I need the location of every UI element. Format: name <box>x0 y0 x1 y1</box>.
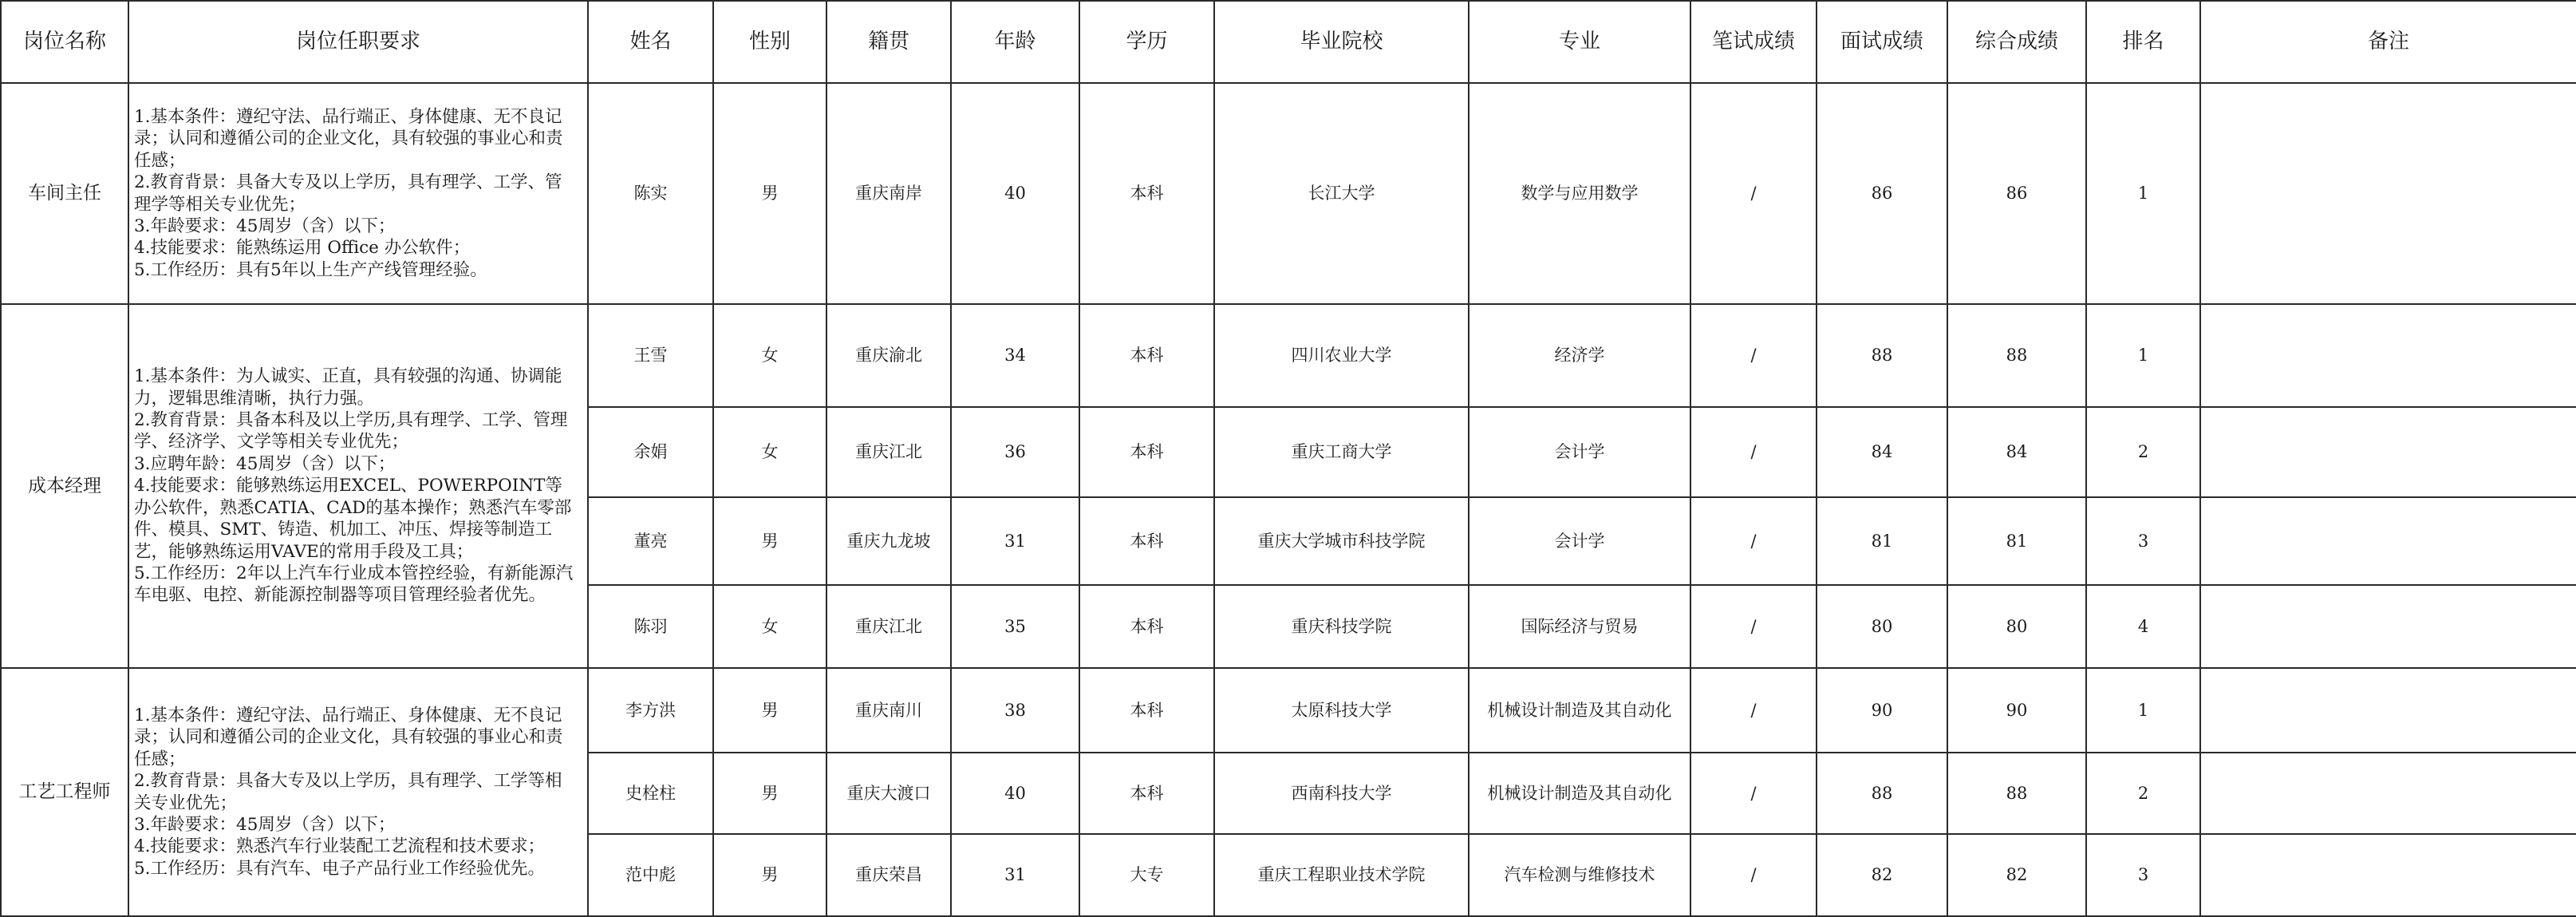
education-cell[interactable]: 本科 <box>1079 668 1214 753</box>
hometown-cell[interactable]: 重庆渝北 <box>826 304 951 407</box>
age-cell[interactable]: 40 <box>951 753 1079 834</box>
name-cell[interactable]: 陈实 <box>588 83 713 304</box>
name-cell[interactable]: 李方洪 <box>588 668 713 753</box>
gender-cell[interactable]: 女 <box>713 585 826 668</box>
remark-cell[interactable] <box>2200 304 2576 407</box>
gender-cell[interactable]: 男 <box>713 83 826 304</box>
remark-cell[interactable] <box>2200 753 2576 834</box>
total-score-cell[interactable]: 80 <box>1947 585 2086 668</box>
school-cell[interactable]: 重庆工商大学 <box>1214 407 1469 497</box>
education-cell[interactable]: 本科 <box>1079 497 1214 585</box>
header-row <box>1 1 2576 83</box>
age-cell[interactable]: 36 <box>951 407 1079 497</box>
header-cell[interactable]: 年龄 <box>951 1 1079 83</box>
header-cell[interactable]: 笔试成绩 <box>1690 1 1817 83</box>
position-cell[interactable]: 车间主任 <box>1 83 128 304</box>
position-cell[interactable]: 工艺工程师 <box>1 668 128 916</box>
written-score-cell[interactable]: / <box>1690 497 1817 585</box>
school-cell[interactable]: 重庆工程职业技术学院 <box>1214 834 1469 916</box>
rank-cell[interactable]: 2 <box>2086 407 2200 497</box>
total-score-cell[interactable]: 86 <box>1947 83 2086 304</box>
education-cell[interactable]: 本科 <box>1079 304 1214 407</box>
interview-score-cell[interactable]: 88 <box>1817 304 1947 407</box>
interview-score-cell[interactable]: 88 <box>1817 753 1947 834</box>
header-cell[interactable]: 学历 <box>1079 1 1214 83</box>
header-cell[interactable]: 籍贯 <box>826 1 951 83</box>
table-row <box>1 304 2576 407</box>
name-cell[interactable]: 史栓柱 <box>588 753 713 834</box>
hometown-cell[interactable]: 重庆大渡口 <box>826 753 951 834</box>
interview-score-cell[interactable]: 82 <box>1817 834 1947 916</box>
rank-cell[interactable]: 4 <box>2086 585 2200 668</box>
remark-cell[interactable] <box>2200 407 2576 497</box>
written-score-cell[interactable]: / <box>1690 304 1817 407</box>
gender-cell[interactable]: 女 <box>713 304 826 407</box>
total-score-cell[interactable]: 88 <box>1947 304 2086 407</box>
gender-cell[interactable]: 男 <box>713 834 826 916</box>
table-row <box>1 668 2576 753</box>
interview-score-cell[interactable]: 86 <box>1817 83 1947 304</box>
hometown-cell[interactable]: 重庆江北 <box>826 585 951 668</box>
header-cell[interactable]: 姓名 <box>588 1 713 83</box>
school-cell[interactable]: 四川农业大学 <box>1214 304 1469 407</box>
interview-score-cell[interactable]: 80 <box>1817 585 1947 668</box>
education-cell[interactable]: 本科 <box>1079 585 1214 668</box>
written-score-cell[interactable]: / <box>1690 668 1817 753</box>
rank-cell[interactable]: 3 <box>2086 834 2200 916</box>
major-cell[interactable]: 机械设计制造及其自动化 <box>1469 753 1690 834</box>
major-cell[interactable]: 会计学 <box>1469 497 1690 585</box>
header-cell[interactable]: 性别 <box>713 1 826 83</box>
total-score-cell[interactable]: 84 <box>1947 407 2086 497</box>
name-cell[interactable]: 陈羽 <box>588 585 713 668</box>
education-cell[interactable]: 本科 <box>1079 407 1214 497</box>
age-cell[interactable]: 34 <box>951 304 1079 407</box>
name-cell[interactable]: 余娟 <box>588 407 713 497</box>
requirements-cell[interactable]: 1.基本条件：为人诚实、正直，具有较强的沟通、协调能力，逻辑思维清晰，执行力强。 2.教育背景：具备本科及以上学历,具有理学、工学、管理学、经济学、文学等相关专业优先； 3.应聘年龄：45周岁（含）以下； 4.技能要求：能够熟练运用EXCEL、POWERPOINT等办公软件，熟悉CATIA、CAD的基本操作；熟悉汽车零部件、模具、SMT、铸造、机加工、冲压、焊接等制造工艺，能够熟练运用VAVE的常用手段及工具； 5.工作经历：2年以上汽车行业成本管控经验，有新能源汽车电驱、电控、新能源控制器等项目管理经验者优先。 <box>128 304 588 668</box>
age-cell[interactable]: 31 <box>951 834 1079 916</box>
gender-cell[interactable]: 男 <box>713 668 826 753</box>
education-cell[interactable]: 本科 <box>1079 753 1214 834</box>
school-cell[interactable]: 重庆大学城市科技学院 <box>1214 497 1469 585</box>
requirements-cell[interactable]: 1.基本条件：遵纪守法、品行端正、身体健康、无不良记录；认同和遵循公司的企业文化，具有较强的事业心和责任感； 2.教育背景：具备大专及以上学历，具有理学、工学、管理学等相关专业优先； 3.年龄要求：45周岁（含）以下； 4.技能要求：能熟练运用 Office 办公软件； 5.工作经历：具有5年以上生产产线管理经验。 <box>128 83 588 304</box>
school-cell[interactable]: 重庆科技学院 <box>1214 585 1469 668</box>
rank-cell[interactable]: 3 <box>2086 497 2200 585</box>
remark-cell[interactable] <box>2200 834 2576 916</box>
header-cell[interactable]: 排名 <box>2086 1 2200 83</box>
remark-cell[interactable] <box>2200 83 2576 304</box>
rank-cell[interactable]: 1 <box>2086 668 2200 753</box>
hometown-cell[interactable]: 重庆九龙坡 <box>826 497 951 585</box>
age-cell[interactable]: 31 <box>951 497 1079 585</box>
age-cell[interactable]: 38 <box>951 668 1079 753</box>
header-cell[interactable]: 专业 <box>1469 1 1690 83</box>
name-cell[interactable]: 董亮 <box>588 497 713 585</box>
education-cell[interactable]: 大专 <box>1079 834 1214 916</box>
rank-cell[interactable]: 1 <box>2086 304 2200 407</box>
position-cell[interactable]: 成本经理 <box>1 304 128 668</box>
name-cell[interactable]: 王雪 <box>588 304 713 407</box>
written-score-cell[interactable]: / <box>1690 83 1817 304</box>
header-cell[interactable]: 综合成绩 <box>1947 1 2086 83</box>
school-cell[interactable]: 西南科技大学 <box>1214 753 1469 834</box>
total-score-cell[interactable]: 88 <box>1947 753 2086 834</box>
hometown-cell[interactable]: 重庆南岸 <box>826 83 951 304</box>
major-cell[interactable]: 会计学 <box>1469 407 1690 497</box>
major-cell[interactable]: 汽车检测与维修技术 <box>1469 834 1690 916</box>
age-cell[interactable]: 40 <box>951 83 1079 304</box>
written-score-cell[interactable]: / <box>1690 834 1817 916</box>
rank-cell[interactable]: 1 <box>2086 83 2200 304</box>
hometown-cell[interactable]: 重庆南川 <box>826 668 951 753</box>
total-score-cell[interactable]: 82 <box>1947 834 2086 916</box>
age-cell[interactable]: 35 <box>951 585 1079 668</box>
header-cell[interactable]: 岗位名称 <box>1 1 128 83</box>
gender-cell[interactable]: 女 <box>713 407 826 497</box>
major-cell[interactable]: 机械设计制造及其自动化 <box>1469 668 1690 753</box>
name-cell[interactable]: 范中彪 <box>588 834 713 916</box>
interview-score-cell[interactable]: 84 <box>1817 407 1947 497</box>
hometown-cell[interactable]: 重庆荣昌 <box>826 834 951 916</box>
major-cell[interactable]: 经济学 <box>1469 304 1690 407</box>
header-cell[interactable]: 备注 <box>2200 1 2576 83</box>
major-cell[interactable]: 国际经济与贸易 <box>1469 585 1690 668</box>
header-cell[interactable]: 岗位任职要求 <box>128 1 588 83</box>
requirements-cell[interactable]: 1.基本条件：遵纪守法、品行端正、身体健康、无不良记录；认同和遵循公司的企业文化，具有较强的事业心和责任感； 2.教育背景：具备大专及以上学历，具有理学、工学等相关专业优先； 3.年龄要求：45周岁（含）以下； 4.技能要求：熟悉汽车行业装配工艺流程和技术要求； 5.工作经历：具有汽车、电子产品行业工作经验优先。 <box>128 668 588 916</box>
gender-cell[interactable]: 男 <box>713 497 826 585</box>
remark-cell[interactable] <box>2200 668 2576 753</box>
remark-cell[interactable] <box>2200 585 2576 668</box>
header-cell[interactable]: 毕业院校 <box>1214 1 1469 83</box>
education-cell[interactable]: 本科 <box>1079 83 1214 304</box>
written-score-cell[interactable]: / <box>1690 585 1817 668</box>
remark-cell[interactable] <box>2200 497 2576 585</box>
written-score-cell[interactable]: / <box>1690 753 1817 834</box>
hometown-cell[interactable]: 重庆江北 <box>826 407 951 497</box>
gender-cell[interactable]: 男 <box>713 753 826 834</box>
total-score-cell[interactable]: 81 <box>1947 497 2086 585</box>
rank-cell[interactable]: 2 <box>2086 753 2200 834</box>
major-cell[interactable]: 数学与应用数学 <box>1469 83 1690 304</box>
school-cell[interactable]: 长江大学 <box>1214 83 1469 304</box>
header-cell[interactable]: 面试成绩 <box>1817 1 1947 83</box>
table-row <box>1 83 2576 304</box>
school-cell[interactable]: 太原科技大学 <box>1214 668 1469 753</box>
interview-score-cell[interactable]: 90 <box>1817 668 1947 753</box>
total-score-cell[interactable]: 90 <box>1947 668 2086 753</box>
interview-score-cell[interactable]: 81 <box>1817 497 1947 585</box>
written-score-cell[interactable]: / <box>1690 407 1817 497</box>
